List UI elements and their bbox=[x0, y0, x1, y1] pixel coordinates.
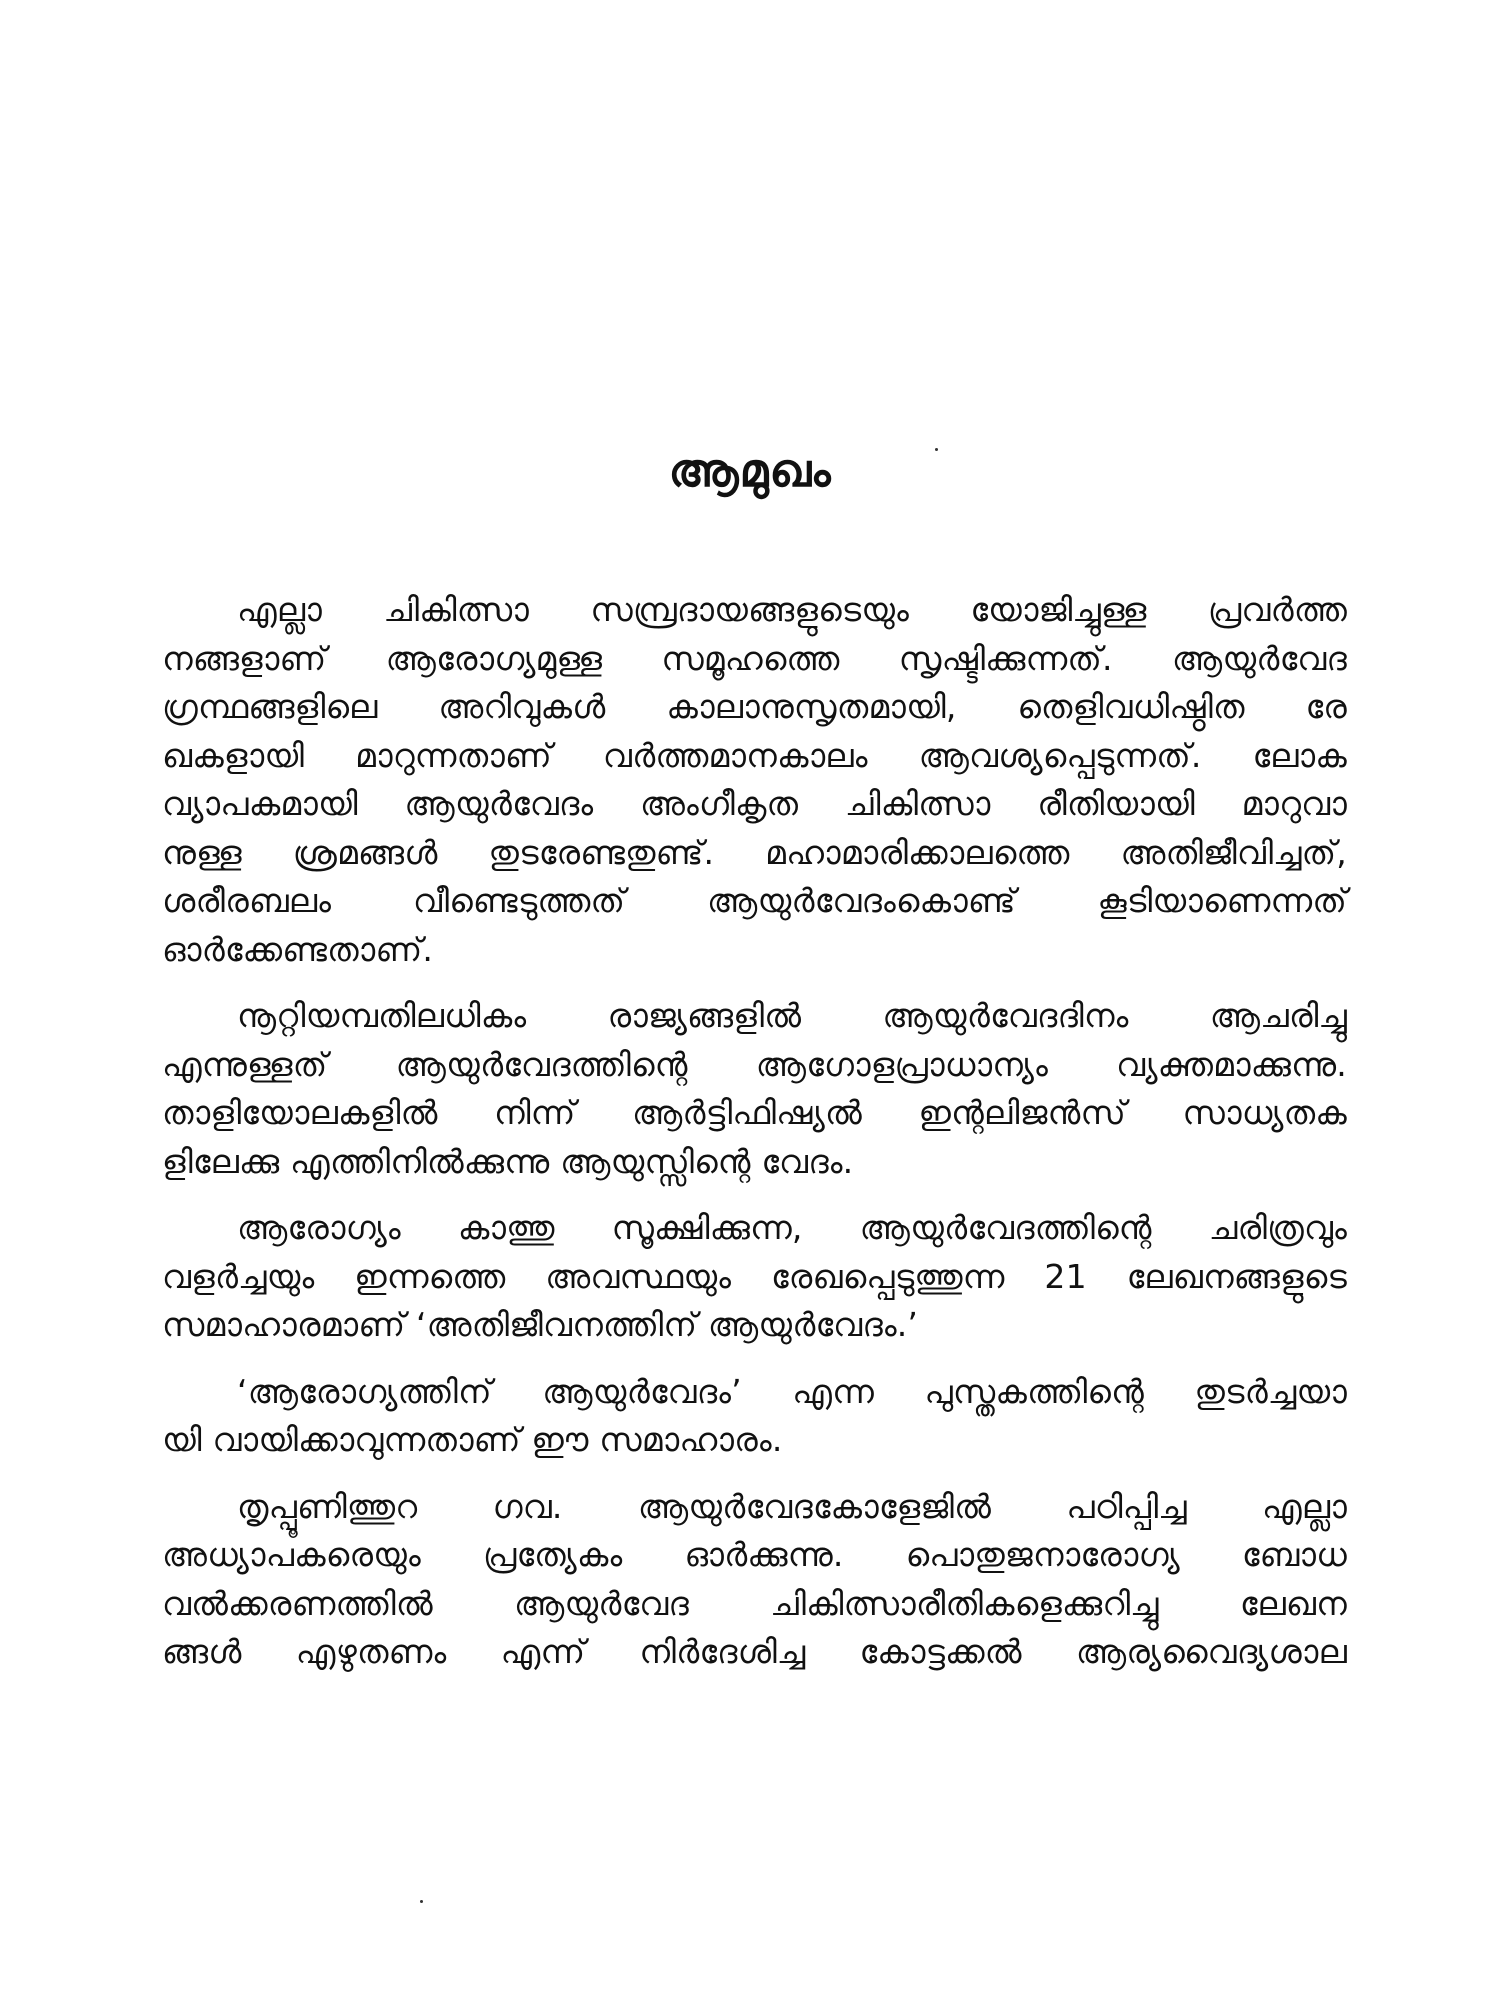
text-line: നങ്ങളാണ് ആരോഗ്യമുള്ള സമൂഹത്തെ സൃഷ്ടിക്കുന്നത്. ആയുർവേദ bbox=[162, 638, 1347, 678]
text-line: വൽക്കരണത്തിൽ ആയുർവേദ ചികിത്സാരീതികളെക്കുറിച്ചു ലേഖന bbox=[162, 1583, 1347, 1623]
body-text bbox=[162, 586, 1347, 1695]
text-line: സമാഹാരമാണ് ‘അതിജീവനത്തിന് ആയുർവേദം.’ bbox=[162, 1305, 919, 1344]
text-line: നുള്ള ശ്രമങ്ങൾ തുടരേണ്ടതുണ്ട്. മഹാമാരിക്കാലത്തെ അതിജീവിച്ചത്, bbox=[162, 832, 1347, 872]
text-line: ളിലേക്കു എത്തിനിൽക്കുന്നു ആയുസ്സിന്റെ വേദം. bbox=[162, 1141, 854, 1181]
text-line: ഗ്രന്ഥങ്ങളിലെ അറിവുകൾ കാലാനുസൃതമായി, തെളിവധിഷ്ഠിത രേ bbox=[162, 687, 1347, 726]
page-title: ആമുഖം bbox=[668, 443, 832, 497]
text-line: ശരീരബലം വീണ്ടെടുത്തത് ആയുർവേദംകൊണ്ട് കൂടിയാണെന്നത് bbox=[162, 881, 1347, 920]
text-line: ഓർക്കേണ്ടതാണ്. bbox=[162, 929, 434, 969]
text-line: ആരോഗ്യം കാത്തു സൂക്ഷിക്കുന്ന, ആയുർവേദത്തിന്റെ ചരിത്രവും bbox=[237, 1208, 1347, 1247]
text-line: താളിയോലകളിൽ നിന്ന് ആർട്ടിഫിഷ്യൽ ഇന്റലിജൻസ് സാധ്യതക bbox=[162, 1093, 1347, 1132]
text-line: തൃപ്പൂണിത്തുറ ഗവ. ആയുർവേദകോളേജിൽ പഠിപ്പിച്ച എല്ലാ bbox=[237, 1486, 1347, 1526]
text-line: എന്നുള്ളത് ആയുർവേദത്തിന്റെ ആഗോളപ്രാധാന്യം വ്യക്തമാക്കുന്നു. bbox=[162, 1044, 1347, 1084]
text-line: നൂറ്റിയമ്പതിലധികം രാജ്യങ്ങളിൽ ആയുർവേദദിനം ആചരിച്ചു bbox=[237, 996, 1347, 1035]
scan-speck bbox=[420, 1900, 423, 1903]
text-line: ഖകളായി മാറുന്നതാണ് വർത്തമാനകാലം ആവശ്യപ്പെടുന്നത്. ലോക bbox=[162, 735, 1347, 775]
paragraph-4 bbox=[162, 1368, 1347, 1465]
scan-speck bbox=[935, 448, 938, 451]
text-line: അധ്യാപകരെയും പ്രത്യേകം ഓർക്കുന്നു. പൊതുജനാരോഗ്യ ബോധ bbox=[162, 1535, 1347, 1574]
paragraph-5 bbox=[162, 1483, 1347, 1677]
text-line: വ്യാപകമായി ആയുർവേദം അംഗീകൃത ചികിത്സാ രീതിയായി മാറുവാ bbox=[162, 784, 1347, 823]
text-line: എല്ലാ ചികിത്സാ സമ്പ്രദായങ്ങളുടെയും യോജിച്ചുള്ള പ്രവർത്ത bbox=[237, 590, 1347, 629]
paragraph-3 bbox=[162, 1204, 1347, 1350]
paragraph-2 bbox=[162, 992, 1347, 1186]
paragraph-1 bbox=[162, 586, 1347, 974]
text-line: വളർച്ചയും ഇന്നത്തെ അവസ്ഥയും രേഖപ്പെടുത്തുന്ന 21 ലേഖനങ്ങളുടെ bbox=[162, 1256, 1347, 1296]
text-line: ങ്ങൾ എഴുതണം എന്ന് നിർദേശിച്ച കോട്ടക്കൽ ആര്യവൈദ്യശാല bbox=[162, 1632, 1347, 1671]
text-line: ‘ആരോഗ്യത്തിന് ആയുർവേദം’ എന്ന പുസ്തകത്തിന്റെ തുടർച്ചയാ bbox=[237, 1371, 1347, 1411]
text-line: യി വായിക്കാവുന്നതാണ് ഈ സമാഹാരം. bbox=[162, 1420, 783, 1459]
